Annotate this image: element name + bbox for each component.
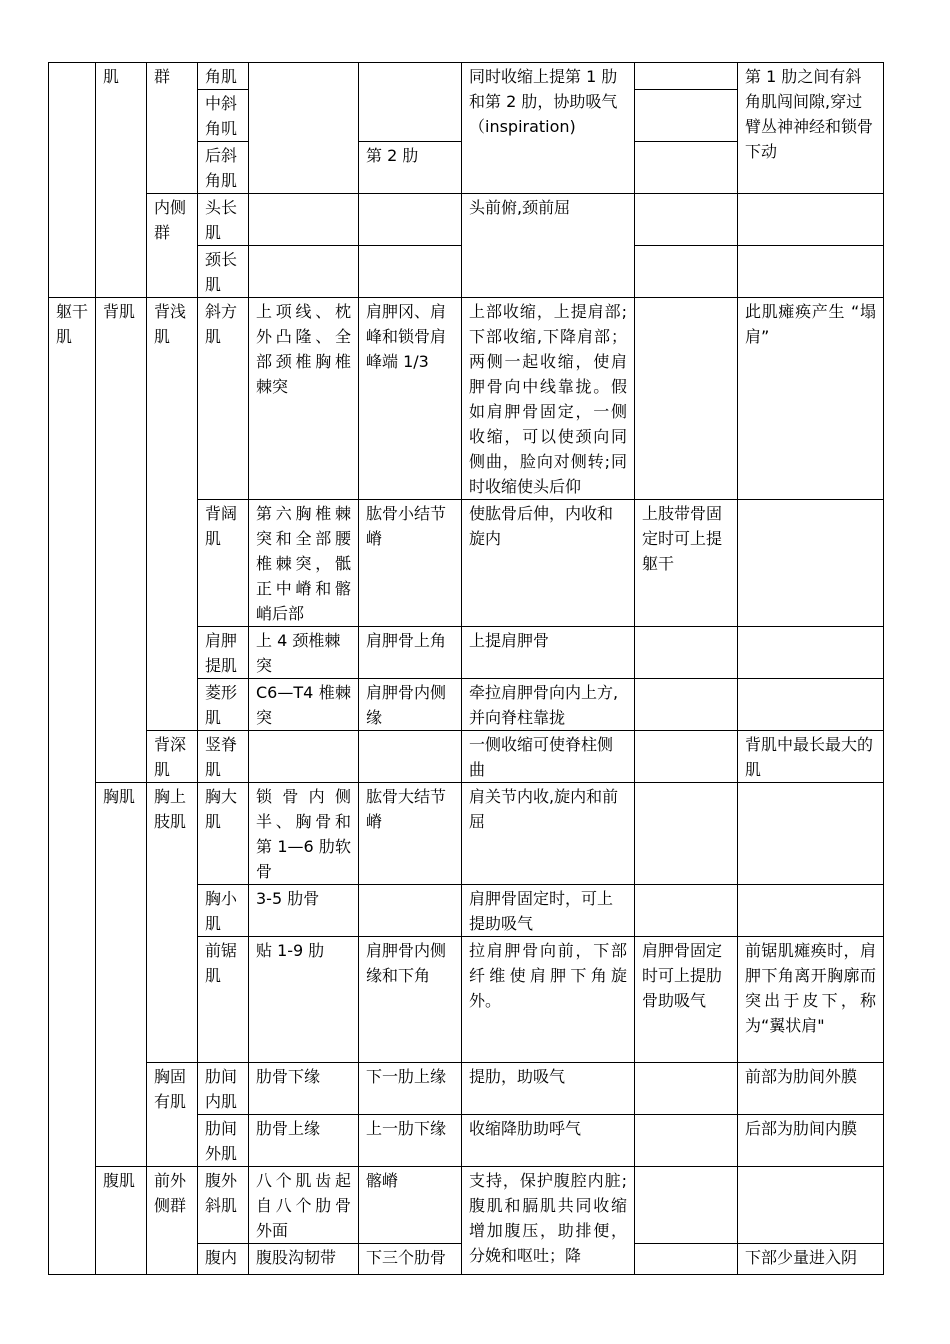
origin-cell: 贴 1-9 肋: [249, 937, 359, 1063]
insertion-cell: 肩胛骨上角: [359, 627, 462, 679]
insertion-cell: [359, 194, 462, 246]
insertion-cell: 肩胛冈、肩峰和锁骨肩峰端 1/3: [359, 298, 462, 500]
subgroup-cell: 内侧群: [147, 194, 198, 298]
action-cell: 使肱骨后伸，内收和旋内: [462, 500, 635, 627]
note-cell: 前锯肌瘫痪时，肩胛下角离开胸廓而突出于皮下，称为“翼状肩": [738, 937, 884, 1063]
origin-cell: 八个肌齿起自八个肋骨外面: [249, 1167, 359, 1244]
origin-cell: 锁骨内侧半、胸骨和第 1—6 肋软骨: [249, 783, 359, 885]
insertion-cell: [359, 885, 462, 937]
note-cell: [738, 627, 884, 679]
subgroup-cell: 群: [147, 63, 198, 194]
muscle-table: [48, 62, 884, 1275]
origin-cell: 第六胸椎棘突和全部腰椎棘突，骶正中嵴和髂峭后部: [249, 500, 359, 627]
muscle-name-cell: 腹内: [198, 1244, 249, 1275]
insertion-cell: 肩胛骨内侧缘: [359, 679, 462, 731]
note-cell: [738, 1167, 884, 1244]
note-cell: [738, 679, 884, 731]
action-cell: 头前俯,颈前屈: [462, 194, 635, 298]
muscle-name-cell: 斜方肌: [198, 298, 249, 500]
origin-cell: [249, 194, 359, 246]
note-cell: 下部少量进入阴: [738, 1244, 884, 1275]
muscle-name-cell: 前锯肌: [198, 937, 249, 1063]
subgroup-cell: 背深肌: [147, 731, 198, 783]
insertion-cell: 下一肋上缘: [359, 1063, 462, 1115]
insertion-cell: 下三个肋骨: [359, 1244, 462, 1275]
muscle-name-cell: 腹外斜肌: [198, 1167, 249, 1244]
insertion-cell: [359, 246, 462, 298]
note-cell: [738, 194, 884, 246]
muscle-name-cell: 颈长肌: [198, 246, 249, 298]
action-cell: 拉肩胛骨向前，下部纤维使肩胛下角旋外。: [462, 937, 635, 1063]
subgroup-cell: 胸上肢肌: [147, 783, 198, 1063]
note-cell: 背肌中最长最大的肌: [738, 731, 884, 783]
action-cell: 收缩降肋助呼气: [462, 1115, 635, 1167]
extra-cell: [635, 194, 738, 246]
extra-cell: [635, 731, 738, 783]
extra-cell: [635, 90, 738, 142]
extra-cell: [635, 1244, 738, 1275]
group-cell: 胸肌: [96, 783, 147, 1167]
extra-cell: [635, 63, 738, 90]
subgroup-cell: 背浅肌: [147, 298, 198, 731]
table-row: [49, 783, 884, 885]
action-cell: 上部收缩，上提肩部;下部收缩,下降肩部；两侧一起收缩，使肩胛骨向中线靠拢。假如肩胛骨固定，一侧收缩，可以使颈向同侧曲，脸向对侧转;同时收缩使头后仰: [462, 298, 635, 500]
origin-cell: [249, 246, 359, 298]
origin-cell: 3-5 肋骨: [249, 885, 359, 937]
origin-cell: [249, 731, 359, 783]
action-cell: 支持，保护腹腔内脏;腹肌和膈肌共同收缩增加腹压，助排便，分娩和呕吐；降: [462, 1167, 635, 1275]
extra-cell: [635, 783, 738, 885]
extra-cell: 上肢带骨固定时可上提躯干: [635, 500, 738, 627]
origin-cell: 腹股沟韧带: [249, 1244, 359, 1275]
note-cell: 第 1 肋之间有斜角肌闯间隙,穿过臂丛神神经和锁骨下动: [738, 63, 884, 194]
muscle-name-cell: 肋间内肌: [198, 1063, 249, 1115]
note-cell: [738, 885, 884, 937]
insertion-cell: 肱骨小结节嵴: [359, 500, 462, 627]
muscle-name-cell: 胸大肌: [198, 783, 249, 885]
muscle-name-cell: 中斜角叽: [198, 90, 249, 142]
origin-cell: [249, 63, 359, 194]
action-cell: 提肋，助吸气: [462, 1063, 635, 1115]
action-cell: 一侧收缩可使脊柱侧曲: [462, 731, 635, 783]
extra-cell: [635, 246, 738, 298]
extra-cell: [635, 1063, 738, 1115]
extra-cell: [635, 627, 738, 679]
muscle-name-cell: 肩胛提肌: [198, 627, 249, 679]
note-cell: 前部为肋间外膜: [738, 1063, 884, 1115]
table-row: [49, 1167, 884, 1244]
insertion-cell: 髂嵴: [359, 1167, 462, 1244]
table-row: [49, 731, 884, 783]
group-cell: 肌: [96, 63, 147, 298]
insertion-cell: [359, 63, 462, 142]
table-row: [49, 63, 884, 90]
muscle-name-cell: 后斜角肌: [198, 142, 249, 194]
note-cell: [738, 246, 884, 298]
extra-cell: [635, 1115, 738, 1167]
insertion-cell: [359, 731, 462, 783]
muscle-name-cell: 头长肌: [198, 194, 249, 246]
note-cell: [738, 783, 884, 885]
subgroup-cell: 前外侧群: [147, 1167, 198, 1275]
muscle-name-cell: 背阔肌: [198, 500, 249, 627]
region-cell: [49, 63, 96, 298]
origin-cell: 肋骨下缘: [249, 1063, 359, 1115]
extra-cell: [635, 1167, 738, 1244]
table-row: [49, 298, 884, 500]
origin-cell: 上 4 颈椎棘突: [249, 627, 359, 679]
insertion-cell: 肱骨大结节嵴: [359, 783, 462, 885]
extra-cell: [635, 142, 738, 194]
muscle-name-cell: 竖脊肌: [198, 731, 249, 783]
muscle-name-cell: 肋间外肌: [198, 1115, 249, 1167]
origin-cell: 肋骨上缘: [249, 1115, 359, 1167]
extra-cell: [635, 885, 738, 937]
action-cell: 肩胛骨固定时，可上提助吸气: [462, 885, 635, 937]
group-cell: 腹肌: [96, 1167, 147, 1275]
action-cell: 上提肩胛骨: [462, 627, 635, 679]
action-cell: 同时收缩上提第 1 肋和第 2 肋，协助吸气（inspiration): [462, 63, 635, 194]
insertion-cell: 第 2 肋: [359, 142, 462, 194]
muscle-name-cell: 菱形肌: [198, 679, 249, 731]
group-cell: 背肌: [96, 298, 147, 783]
insertion-cell: 上一肋下缘: [359, 1115, 462, 1167]
extra-cell: 肩胛骨固定时可上提肋骨助吸气: [635, 937, 738, 1063]
origin-cell: C6—T4 椎棘突: [249, 679, 359, 731]
note-cell: 此肌瘫痪产生 “塌肩”: [738, 298, 884, 500]
extra-cell: [635, 679, 738, 731]
subgroup-cell: 胸固有肌: [147, 1063, 198, 1167]
action-cell: 肩关节内收,旋内和前屈: [462, 783, 635, 885]
action-cell: 牵拉肩胛骨向内上方,并向脊柱靠拢: [462, 679, 635, 731]
muscle-name-cell: 胸小肌: [198, 885, 249, 937]
note-cell: 后部为肋间内膜: [738, 1115, 884, 1167]
extra-cell: [635, 298, 738, 500]
origin-cell: 上项线、枕外凸隆、全部颈椎胸椎棘突: [249, 298, 359, 500]
muscle-name-cell: 角肌: [198, 63, 249, 90]
table-row: [49, 1063, 884, 1115]
insertion-cell: 肩胛骨内侧缘和下角: [359, 937, 462, 1063]
table-row: [49, 194, 884, 246]
region-cell: 躯干肌: [49, 298, 96, 1275]
note-cell: [738, 500, 884, 627]
